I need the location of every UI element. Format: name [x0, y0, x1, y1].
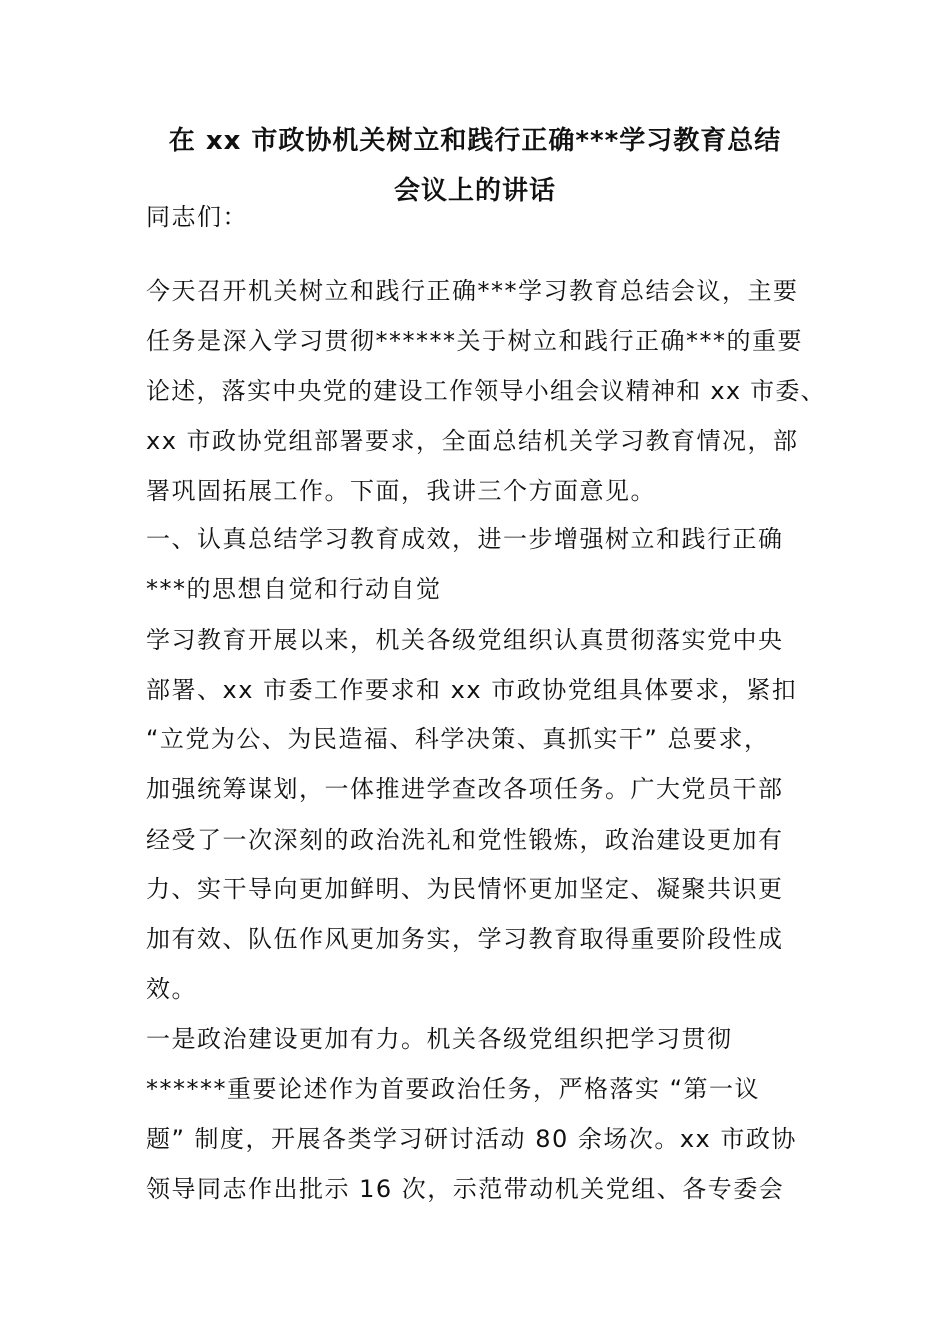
paragraph-line: 署巩固拓展工作。下面，我讲三个方面意见。 [146, 477, 656, 505]
paragraph-line: 今天召开机关树立和践行正确***学习教育总结会议，主要 [146, 277, 799, 305]
paragraph-line: “立党为公、为民造福、科学决策、真抓实干” 总要求， [146, 725, 770, 753]
paragraph-line: 部署、xx 市委工作要求和 xx 市政协党组具体要求，紧扣 [146, 676, 798, 704]
paragraph-line: ******重要论述作为首要政治任务，严格落实 “第一议 [146, 1075, 761, 1103]
paragraph-line: 力、实干导向更加鲜明、为民情怀更加坚定、凝聚共识更 [146, 875, 784, 903]
salutation: 同志们： [146, 203, 248, 231]
paragraph-line: 效。 [146, 975, 197, 1003]
paragraph-line: 领导同志作出批示 16 次，示范带动机关党组、各专委会 [146, 1175, 785, 1203]
paragraph-line: 学习教育开展以来，机关各级党组织认真贯彻落实党中央 [146, 626, 784, 654]
section-heading-line: 一、认真总结学习教育成效，进一步增强树立和践行正确 [146, 525, 784, 553]
paragraph-line: 加有效、队伍作风更加务实，学习教育取得重要阶段性成 [146, 925, 784, 953]
paragraph-line: 经受了一次深刻的政治洗礼和党性锻炼，政治建设更加有 [146, 826, 784, 854]
paragraph-line: 一是政治建设更加有力。机关各级党组织把学习贯彻 [146, 1025, 733, 1053]
paragraph-line: 题” 制度，开展各类学习研讨活动 80 余场次。xx 市政协 [146, 1125, 797, 1153]
document-title-line-2: 会议上的讲话 [393, 176, 556, 206]
paragraph-line: 加强统筹谋划，一体推进学查改各项任务。广大党员干部 [146, 775, 784, 803]
paragraph-line: 任务是深入学习贯彻******关于树立和践行正确***的重要 [146, 327, 803, 355]
paragraph-line: 论述，落实中央党的建设工作领导小组会议精神和 xx 市委、 [146, 377, 826, 405]
paragraph-line: xx 市政协党组部署要求，全面总结机关学习教育情况，部 [146, 427, 799, 455]
section-heading-line: ***的思想自觉和行动自觉 [146, 575, 442, 603]
document-title-line-1: 在 xx 市政协机关树立和践行正确***学习教育总结 [168, 126, 782, 156]
